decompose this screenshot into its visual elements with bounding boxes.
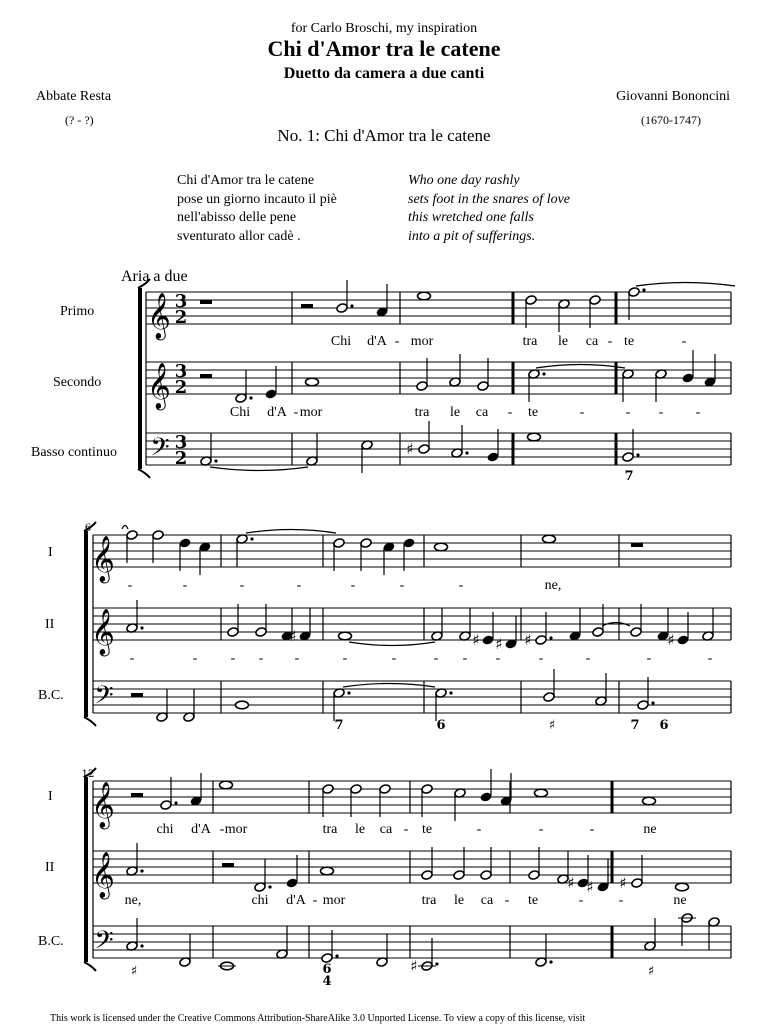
note-head	[525, 295, 537, 306]
time-signature-top: 3	[174, 432, 188, 453]
dot	[465, 451, 468, 454]
lyric-syllable: -	[658, 405, 664, 420]
sharp-accidental: ♯	[586, 878, 594, 896]
note-head	[435, 543, 448, 551]
note-head	[637, 700, 649, 711]
sharp-accidental: ♯	[619, 874, 627, 892]
lyric-syllable: -	[127, 578, 133, 593]
lyric-syllable: -	[294, 651, 300, 666]
dot	[140, 944, 143, 947]
figured-bass-figure: 6	[322, 962, 332, 977]
lyric-syllable: mor	[322, 893, 346, 908]
half-rest	[222, 863, 234, 867]
poem-line: Chi d'Amor tra le catene	[177, 173, 315, 188]
poem-line: pose un giorno incauto il piè	[177, 191, 337, 207]
note-head	[306, 378, 319, 386]
note-head	[487, 452, 499, 463]
lyric-syllable: -	[296, 578, 302, 593]
dot	[435, 962, 438, 965]
lyric-syllable: -	[681, 334, 687, 349]
lyric-syllable: -	[607, 334, 613, 349]
lyric-syllable: -	[182, 578, 188, 593]
tie	[536, 365, 625, 369]
lyric-syllable: -	[462, 651, 468, 666]
instrument-label-secondo: II	[45, 860, 55, 875]
half-rest	[131, 693, 143, 697]
lyric-syllable: chi	[156, 822, 174, 837]
lyric-syllable: ca	[475, 405, 489, 420]
dot	[250, 537, 253, 540]
note-head	[236, 701, 249, 709]
lyric-syllable: le	[449, 405, 461, 420]
dot	[549, 636, 552, 639]
note-head	[286, 878, 298, 889]
note-head	[321, 867, 334, 875]
note-head	[480, 792, 492, 803]
dot	[140, 626, 143, 629]
dot	[636, 453, 639, 456]
poem-line: this wretched one falls	[408, 210, 534, 225]
figured-bass-figure: ♯	[647, 964, 655, 979]
whole-rest	[200, 300, 212, 304]
treble-clef-icon: 𝄞	[147, 293, 171, 339]
lyric-syllable: -	[495, 651, 501, 666]
dedication: for Carlo Broschi, my inspiration	[290, 21, 478, 36]
lyric-syllable: -	[258, 651, 264, 666]
tie	[210, 467, 308, 471]
lyric-syllable: le	[354, 822, 366, 837]
lyric-syllable: ca	[585, 334, 599, 349]
lyric-syllable: te	[623, 334, 635, 349]
bass-clef-icon: 𝄢	[150, 433, 170, 468]
lyric-syllable: -	[129, 651, 135, 666]
composer-name: Giovanni Bononcini	[616, 89, 730, 104]
lyric-syllable: mor	[224, 822, 248, 837]
instrument-label-continuo: Basso continuo	[31, 445, 117, 460]
instrument-label-primo: Primo	[60, 304, 95, 319]
poem-line: into a pit of sufferings.	[408, 228, 536, 244]
note-head	[631, 878, 643, 889]
lyric-syllable: tra	[414, 405, 430, 420]
bracket-hook	[138, 469, 150, 478]
lyric-syllable: -	[578, 893, 584, 908]
tempo-marking: Aria a due	[121, 268, 188, 285]
tie	[122, 526, 128, 530]
dot	[542, 372, 545, 375]
lyric-syllable: -	[403, 822, 409, 837]
piece-title: No. 1: Chi d'Amor tra le catene	[277, 126, 491, 145]
lyric-syllable: -	[391, 651, 397, 666]
lyric-syllable: -	[350, 578, 356, 593]
lyric-syllable: ne	[673, 893, 687, 908]
lyric-syllable: -	[589, 822, 595, 837]
sharp-accidental: ♯	[524, 631, 532, 649]
note-head	[676, 883, 689, 891]
dot	[174, 801, 177, 804]
time-signature-top: 3	[174, 291, 188, 312]
lyric-syllable: -	[538, 651, 544, 666]
figured-bass-figure: ♯	[130, 964, 138, 979]
note-head	[543, 692, 555, 703]
note-head	[416, 381, 428, 392]
note-head	[477, 381, 489, 392]
note-head	[160, 800, 172, 811]
lyric-syllable: -	[707, 651, 713, 666]
bracket-hook	[84, 717, 96, 726]
poet-name: Abbate Resta	[36, 89, 112, 104]
sharp-accidental: ♯	[406, 440, 414, 458]
lyric-syllable: ne	[643, 822, 657, 837]
poem-line: sventurato allor cadè .	[177, 228, 301, 244]
note-head	[322, 784, 334, 795]
lyric-syllable: -	[504, 893, 510, 908]
lyric-syllable: -	[476, 822, 482, 837]
lyric-syllable: d'A	[191, 822, 211, 837]
note-head	[421, 870, 433, 881]
figured-bass-figure: 7	[630, 718, 640, 733]
note-head	[179, 538, 191, 549]
lyric-syllable: mor	[299, 405, 323, 420]
dot	[549, 960, 552, 963]
license-footer: This work is licensed under the Creative Commons Attribution-ShareAlike 3.0 Unported License. To view a copy of this license, visit	[50, 1013, 586, 1024]
lyric-syllable: -	[585, 651, 591, 666]
sharp-accidental: ♯	[472, 631, 480, 649]
lyric-syllable: -	[342, 651, 348, 666]
lyric-syllable: -	[192, 651, 198, 666]
bass-clef-icon: 𝄢	[94, 926, 114, 961]
note-head	[379, 784, 391, 795]
note-head	[628, 287, 640, 298]
note-head	[482, 635, 494, 646]
bracket-hook	[138, 279, 150, 288]
lyric-syllable: te	[527, 405, 539, 420]
score-title: Chi d'Amor tra le catene	[267, 36, 501, 61]
lyric-syllable: d'A	[367, 334, 387, 349]
note-head	[418, 444, 430, 455]
lyric-syllable: Chi	[229, 405, 251, 420]
score-subtitle: Duetto da camera a due canti	[283, 65, 485, 82]
lyric-syllable: tra	[522, 334, 538, 349]
note-head	[535, 635, 547, 646]
instrument-label-continuo: B.C.	[38, 688, 64, 703]
dot	[335, 954, 338, 957]
note-head	[360, 538, 372, 549]
note-head	[453, 870, 465, 881]
tie	[246, 530, 336, 534]
note-head	[592, 627, 604, 638]
composer-dates: (1670-1747)	[641, 113, 701, 127]
poet-dates: (? - ?)	[65, 113, 94, 127]
time-signature-bottom: 2	[174, 377, 188, 398]
lyric-syllable: -	[625, 405, 631, 420]
note-head	[528, 433, 541, 441]
note-head	[227, 627, 239, 638]
bass-clef-icon: 𝄢	[94, 681, 114, 716]
tie	[636, 283, 735, 287]
half-rest	[301, 304, 313, 308]
lyric-syllable: ca	[480, 893, 494, 908]
instrument-label-continuo: B.C.	[38, 934, 64, 949]
note-head	[682, 373, 694, 384]
figured-bass-figure: 6	[659, 718, 669, 733]
dot	[642, 288, 645, 291]
lyric-syllable: tra	[322, 822, 338, 837]
dot	[140, 869, 143, 872]
instrument-label-primo: I	[48, 789, 53, 804]
sharp-accidental: ♯	[410, 957, 418, 975]
figured-bass-figure: 6	[436, 718, 446, 733]
lyric-syllable: -	[219, 822, 225, 837]
dot	[651, 701, 654, 704]
note-head	[622, 452, 634, 463]
note-head	[265, 389, 277, 400]
lyric-syllable: le	[453, 893, 465, 908]
note-head	[339, 632, 352, 640]
lyric-syllable: d'A	[286, 893, 306, 908]
poem-line: sets foot in the snares of love	[408, 191, 571, 207]
lyric-syllable: te	[527, 893, 539, 908]
note-head	[152, 530, 164, 541]
lyric-syllable: -	[394, 334, 400, 349]
lyric-syllable: -	[646, 651, 652, 666]
poem-line: nell'abisso delle pene	[177, 210, 297, 225]
time-signature-bottom: 2	[174, 307, 188, 328]
tie	[343, 684, 435, 688]
lyric-syllable: tra	[421, 893, 437, 908]
measure-number: 6	[84, 523, 92, 534]
note-head	[220, 781, 233, 789]
lyric-syllable: Chi	[330, 334, 352, 349]
lyric-syllable: le	[557, 334, 569, 349]
measure-number: 12	[81, 769, 95, 780]
treble-clef-icon: 𝄞	[91, 536, 115, 582]
lyric-syllable: -	[230, 651, 236, 666]
treble-clef-icon: 𝄞	[147, 363, 171, 409]
lyric-syllable: ca	[379, 822, 393, 837]
note-head	[403, 538, 415, 549]
lyric-syllable: -	[312, 893, 318, 908]
note-head	[421, 784, 433, 795]
time-signature-top: 3	[174, 361, 188, 382]
lyric-syllable: ne,	[124, 893, 142, 908]
dot	[449, 691, 452, 694]
lyric-syllable: -	[458, 578, 464, 593]
treble-clef-icon: 𝄞	[91, 852, 115, 898]
lyric-syllable: -	[399, 578, 405, 593]
instrument-label-secondo: Secondo	[53, 375, 102, 390]
bracket-hook	[84, 962, 96, 971]
figured-bass-figure: 7	[624, 469, 634, 484]
dot	[347, 691, 350, 694]
sharp-accidental: ♯	[567, 874, 575, 892]
lyric-syllable: te	[421, 822, 433, 837]
lyric-syllable: -	[538, 822, 544, 837]
treble-clef-icon: 𝄞	[91, 609, 115, 655]
dot	[214, 459, 217, 462]
lyric-syllable: -	[293, 405, 299, 420]
lyric-syllable: ne,	[544, 578, 562, 593]
note-head	[350, 784, 362, 795]
lyric-syllable: mor	[410, 334, 434, 349]
lyric-syllable: -	[507, 405, 513, 420]
whole-rest	[631, 543, 643, 547]
note-head	[126, 530, 138, 541]
lyric-syllable: chi	[251, 893, 269, 908]
sharp-accidental: ♯	[289, 627, 297, 645]
instrument-label-secondo: II	[45, 617, 55, 632]
half-rest	[131, 793, 143, 797]
dot	[268, 885, 271, 888]
note-head	[333, 538, 345, 549]
dot	[350, 304, 353, 307]
tie	[349, 642, 435, 646]
lyric-syllable: -	[618, 893, 624, 908]
note-head	[418, 292, 431, 300]
time-signature-bottom: 2	[174, 448, 188, 469]
half-rest	[200, 374, 212, 378]
figured-bass-figure: 7	[334, 718, 344, 733]
poem-line: Who one day rashly	[408, 173, 520, 188]
lyric-syllable: -	[239, 578, 245, 593]
sharp-accidental: ♯	[667, 631, 675, 649]
note-head	[643, 797, 656, 805]
instrument-label-primo: I	[48, 545, 53, 560]
note-head	[543, 535, 556, 543]
note-head	[677, 635, 689, 646]
note-head	[589, 295, 601, 306]
note-head	[630, 627, 642, 638]
note-head	[535, 789, 548, 797]
lyric-syllable: d'A	[267, 405, 287, 420]
note-head	[528, 870, 540, 881]
note-head	[255, 627, 267, 638]
lyric-syllable: -	[433, 651, 439, 666]
dot	[249, 396, 252, 399]
lyric-syllable: -	[579, 405, 585, 420]
note-head	[336, 303, 348, 314]
figured-bass-figure: ♯	[548, 718, 556, 733]
sharp-accidental: ♯	[495, 635, 503, 653]
note-head	[480, 870, 492, 881]
lyric-syllable: -	[695, 405, 701, 420]
figured-bass-figure: 4	[322, 974, 332, 989]
treble-clef-icon: 𝄞	[91, 782, 115, 828]
